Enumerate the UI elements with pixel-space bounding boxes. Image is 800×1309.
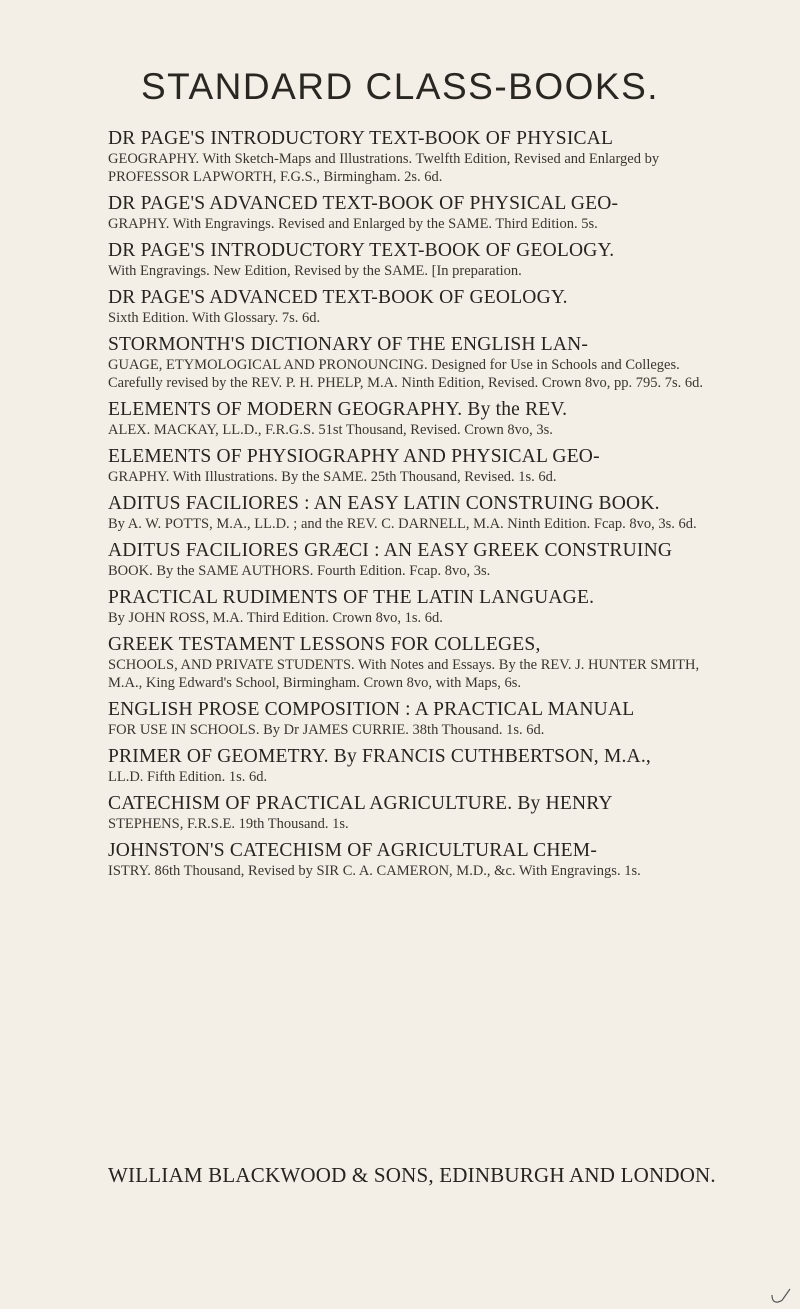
pencil-mark-icon xyxy=(770,1287,792,1305)
entry-body: GUAGE, ETYMOLOGICAL AND PRONOUNCING. Designed for Use in Schools and Colleges. Carefully revised by the REV. P. H. PHELP, M.A. Ninth Edition, Revised. Crown 8vo, pp. 795. 7s. 6d. xyxy=(108,357,704,391)
entry-body: GRAPHY. With Engravings. Revised and Enlarged by the SAME. Third Edition. 5s. xyxy=(108,216,598,232)
entry-body: With Engravings. New Edition, Revised by the SAME. [In preparation. xyxy=(108,263,522,279)
book-list xyxy=(108,128,730,887)
entry-title: PRIMER OF GEOMETRY. By FRANCIS CUTHBERTSON, M.A., xyxy=(108,746,651,767)
entry-title: STORMONTH'S DICTIONARY OF THE ENGLISH LAN- xyxy=(108,334,589,355)
book-entry xyxy=(108,446,730,486)
book-entry xyxy=(108,634,730,692)
book-entry xyxy=(108,193,730,233)
entry-body: STEPHENS, F.R.S.E. 19th Thousand. 1s. xyxy=(108,816,349,832)
book-entry xyxy=(108,587,730,627)
entry-title: DR PAGE'S ADVANCED TEXT-BOOK OF GEOLOGY. xyxy=(108,287,568,308)
entry-title: DR PAGE'S ADVANCED TEXT-BOOK OF PHYSICAL GEO- xyxy=(108,193,619,214)
entry-body: By A. W. POTTS, M.A., LL.D. ; and the REV. C. DARNELL, M.A. Ninth Edition. Fcap. 8vo, 3s. 6d. xyxy=(108,516,697,532)
entry-title: GREEK TESTAMENT LESSONS FOR COLLEGES, xyxy=(108,634,541,655)
book-entry xyxy=(108,334,730,392)
entry-title: CATECHISM OF PRACTICAL AGRICULTURE. By HENRY xyxy=(108,793,613,814)
entry-body: GEOGRAPHY. With Sketch-Maps and Illustrations. Twelfth Edition, Revised and Enlarged by PROFESSOR LAPWORTH, F.G.S., Birmingham. 2s. 6d. xyxy=(108,151,660,185)
entry-body: GRAPHY. With Illustrations. By the SAME. 25th Thousand, Revised. 1s. 6d. xyxy=(108,469,557,485)
entry-title: ELEMENTS OF PHYSIOGRAPHY AND PHYSICAL GEO- xyxy=(108,446,600,467)
entry-body: SCHOOLS, AND PRIVATE STUDENTS. With Notes and Essays. By the REV. J. HUNTER SMITH, M.A., King Edward's School, Birmingham. Crown 8vo, with Maps, 6s. xyxy=(108,657,700,691)
book-entry xyxy=(108,746,730,786)
book-entry xyxy=(108,793,730,833)
book-entry xyxy=(108,399,730,439)
entry-body: By JOHN ROSS, M.A. Third Edition. Crown 8vo, 1s. 6d. xyxy=(108,610,443,626)
book-entry xyxy=(108,493,730,533)
entry-title: ADITUS FACILIORES : AN EASY LATIN CONSTRUING BOOK. xyxy=(108,493,660,514)
book-entry xyxy=(108,128,730,186)
book-entry xyxy=(108,287,730,327)
entry-title: DR PAGE'S INTRODUCTORY TEXT-BOOK OF PHYSICAL xyxy=(108,128,614,149)
entry-body: ALEX. MACKAY, LL.D., F.R.G.S. 51st Thousand, Revised. Crown 8vo, 3s. xyxy=(108,422,553,438)
book-entry xyxy=(108,699,730,739)
entry-title: ELEMENTS OF MODERN GEOGRAPHY. By the REV. xyxy=(108,399,568,420)
book-entry xyxy=(108,540,730,580)
entry-title: DR PAGE'S INTRODUCTORY TEXT-BOOK OF GEOLOGY. xyxy=(108,240,615,261)
book-entry xyxy=(108,840,730,880)
page-title: STANDARD CLASS-BOOKS. xyxy=(140,66,660,107)
entry-body: BOOK. By the SAME AUTHORS. Fourth Edition. Fcap. 8vo, 3s. xyxy=(108,563,491,579)
entry-title: ADITUS FACILIORES GRÆCI : AN EASY GREEK CONSTRUING xyxy=(108,540,673,561)
entry-title: JOHNSTON'S CATECHISM OF AGRICULTURAL CHEM- xyxy=(108,840,598,861)
entry-body: LL.D. Fifth Edition. 1s. 6d. xyxy=(108,769,268,785)
publisher-imprint: WILLIAM BLACKWOOD & SONS, EDINBURGH AND LONDON. xyxy=(108,1163,716,1187)
book-entry xyxy=(108,240,730,280)
entry-title: ENGLISH PROSE COMPOSITION : A PRACTICAL MANUAL xyxy=(108,699,635,720)
entry-body: FOR USE IN SCHOOLS. By Dr JAMES CURRIE. 38th Thousand. 1s. 6d. xyxy=(108,722,545,738)
entry-title: PRACTICAL RUDIMENTS OF THE LATIN LANGUAGE. xyxy=(108,587,595,608)
entry-body: Sixth Edition. With Glossary. 7s. 6d. xyxy=(108,310,321,326)
entry-body: ISTRY. 86th Thousand, Revised by SIR C. A. CAMERON, M.D., &c. With Engravings. 1s. xyxy=(108,863,641,879)
